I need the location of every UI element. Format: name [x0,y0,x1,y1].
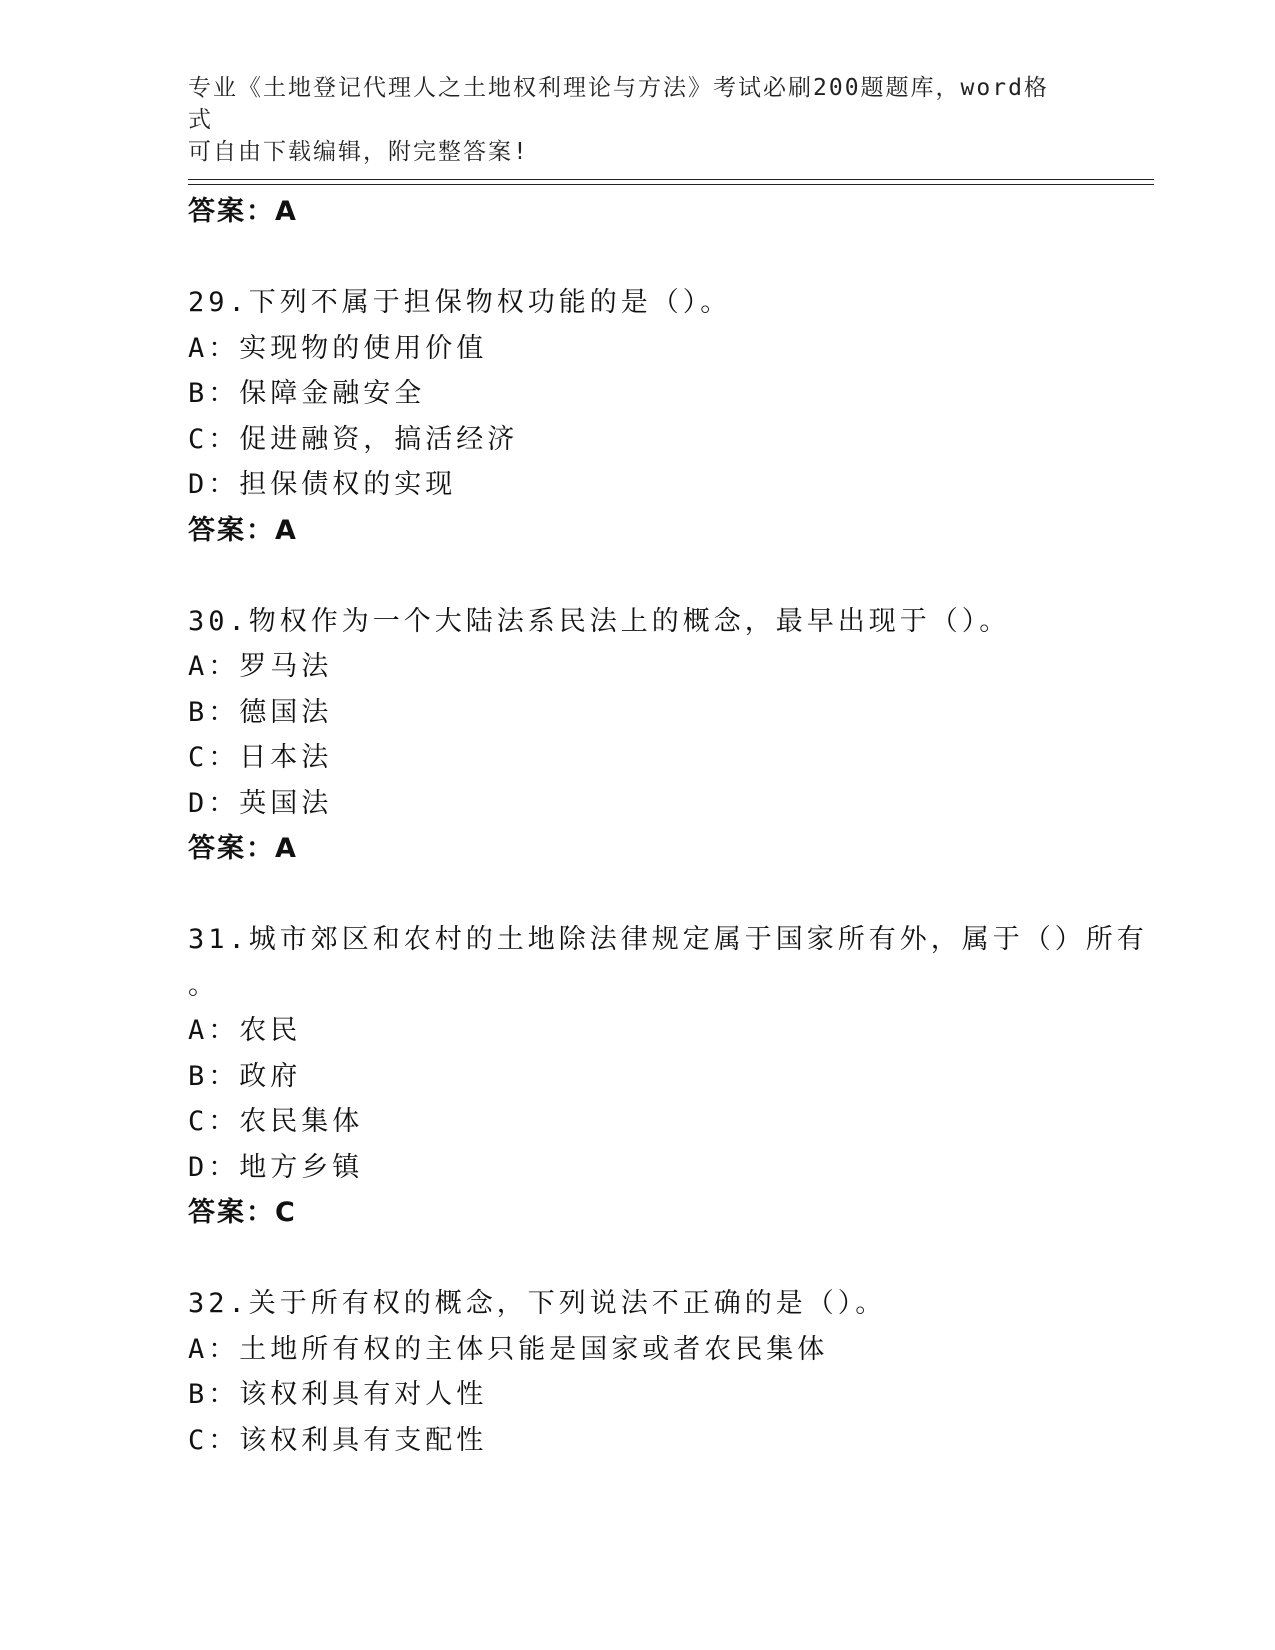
option-c: C：日本法 [188,742,333,773]
header-line-1: 专业《土地登记代理人之土地权利理论与方法》考试必刷200题题库，word格式 [188,75,1049,133]
spacer [188,553,1088,599]
option-b: B：保障金融安全 [188,378,426,409]
option-b: B：德国法 [188,696,333,728]
option-a: A：实现物的使用价值 [188,332,488,364]
answer: 答案：C [188,1197,297,1228]
option-c: C：农民集体 [188,1106,364,1137]
spacer [188,872,1088,918]
option-d: D：地方乡镇 [188,1151,364,1183]
option-b: B：该权利具有对人性 [188,1379,488,1410]
previous-answer: 答案：A [188,196,298,227]
answer: 答案：A [188,833,298,864]
question-list [188,189,1148,1463]
answer: 答案：A [188,514,298,546]
question-stem-continuation: 。 [188,969,219,1001]
option-c: C：促进融资，搞活经济 [188,423,519,455]
option-c: C：该权利具有支配性 [188,1424,488,1456]
question-stem: 32.关于所有权的概念，下列说法不正确的是（）。 [188,1288,887,1319]
header-divider-top [188,179,1154,180]
document-header [188,72,1068,168]
question-30 [188,599,1088,872]
header-divider-bottom [188,184,1154,185]
option-a: A：土地所有权的主体只能是国家或者农民集体 [188,1333,829,1365]
question-31 [188,917,1148,1236]
question-stem: 29.下列不属于担保物权功能的是（）。 [188,287,732,318]
question-stem: 30.物权作为一个大陆法系民法上的概念，最早出现于（）。 [188,605,1011,637]
spacer [188,235,1088,281]
question-stem: 31.城市郊区和农村的土地除法律规定属于国家所有外，属于（）所有 [188,924,1148,955]
header-line-2: 可自由下载编辑，附完整答案! [188,139,529,165]
option-d: D：英国法 [188,787,333,819]
question-29 [188,280,1088,553]
option-b: B：政府 [188,1060,302,1092]
option-a: A：罗马法 [188,651,333,682]
question-32 [188,1281,1088,1463]
option-a: A：农民 [188,1015,302,1046]
option-d: D：担保债权的实现 [188,469,457,500]
spacer [188,1236,1088,1282]
